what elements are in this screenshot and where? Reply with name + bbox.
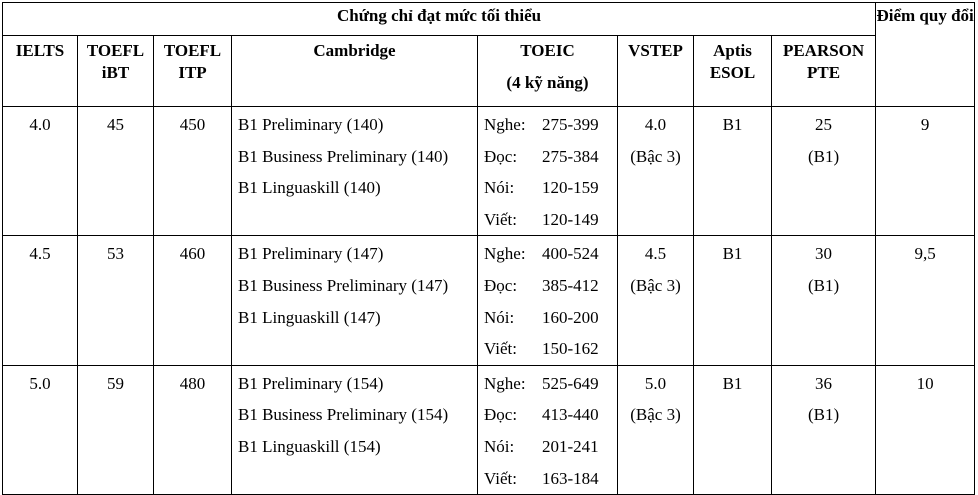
pearson-value: 25 [815,115,833,134]
header-toefl-itp: TOEFL ITP [154,36,232,107]
header-row-group [3,3,975,36]
cambridge-line: B1 Linguaskill (140) [238,178,381,198]
toeic-line [484,270,617,302]
toeic-line [484,368,617,400]
header-toefl-ibt: TOEFL iBT [78,36,154,107]
cambridge-line: B1 Preliminary (154) [238,373,384,393]
cell-ielts: 5.0 [3,365,78,494]
header-min-cert: Chứng chỉ đạt mức tối thiểu [3,3,876,36]
cell-score: 9 [876,107,975,236]
toeic-line [484,431,617,463]
toeic-skill: Nghe: [484,373,526,393]
cell-toefl-itp: 480 [154,365,232,494]
cambridge-line: B1 Linguaskill (154) [238,436,381,456]
toeic-range: 275-384 [542,146,599,166]
toeic-skill: Nói: [484,436,515,456]
toeic-skill: Nghe: [484,115,526,134]
table-row [3,236,975,365]
equivalency-table [2,2,975,495]
cambridge-line: B1 Business Preliminary (147) [238,275,449,295]
toeic-line [484,333,617,365]
toeic-skill: Nói: [484,307,515,327]
toeic-skill: Viết: [484,209,517,229]
toeic-line [484,238,617,270]
toeic-range: 201-241 [542,436,599,456]
cambridge-line: B1 Business Preliminary (154) [238,405,449,425]
toeic-skill: Nói: [484,178,515,198]
vstep-level: (Bậc 3) [630,146,681,166]
toeic-range: 150-162 [542,339,599,359]
cambridge-line: B1 Preliminary (140) [238,115,384,134]
header-aptis: Aptis ESOL [694,36,772,107]
cell-toefl-ibt: 45 [78,107,154,236]
cell-pearson [772,365,876,494]
cell-vstep [618,236,694,365]
toeic-range: 120-149 [542,209,599,229]
cell-aptis: B1 [694,107,772,236]
toeic-line [484,302,617,334]
header-ielts: IELTS [3,36,78,107]
toeic-line [484,141,617,173]
toeic-range: 385-412 [542,275,599,295]
toeic-line [484,399,617,431]
pearson-level: (B1) [807,275,840,295]
vstep-level: (Bậc 3) [630,275,681,295]
table-row [3,365,975,494]
cell-vstep [618,365,694,494]
toeic-range: 163-184 [542,468,599,488]
toeic-line [484,463,617,495]
cell-vstep [618,107,694,236]
toeic-range: 160-200 [542,307,599,327]
header-pearson: PEARSON PTE [772,36,876,107]
cell-toeic [478,107,618,236]
toeic-range: 413-440 [542,405,599,425]
header-converted-score: Điểm quy đổi [876,3,975,107]
vstep-value: 4.5 [644,244,667,264]
pearson-level: (B1) [807,146,840,166]
cell-cambridge [232,365,478,494]
header-cambridge: Cambridge [232,36,478,107]
cell-toeic [478,236,618,365]
cell-ielts: 4.0 [3,107,78,236]
cell-ielts: 4.5 [3,236,78,365]
toeic-range: 400-524 [542,244,599,264]
toeic-skill: Nghe: [484,244,526,264]
header-toeic-label: TOEIC [520,41,575,60]
cell-toefl-itp: 450 [154,107,232,236]
cell-toeic [478,365,618,494]
pearson-value: 30 [815,244,833,264]
toeic-line [484,172,617,204]
header-toeic [478,36,618,107]
toeic-skill: Đọc: [484,146,518,166]
header-toeic-sub: (4 kỹ năng) [506,73,589,92]
cell-cambridge [232,236,478,365]
toeic-range: 275-399 [542,115,599,134]
table-row [3,107,975,236]
cell-score: 10 [876,365,975,494]
cell-pearson [772,236,876,365]
toeic-line [484,204,617,236]
cell-toefl-itp: 460 [154,236,232,365]
pearson-value: 36 [815,373,833,393]
cell-toefl-ibt: 59 [78,365,154,494]
vstep-level: (Bậc 3) [630,405,681,425]
vstep-value: 5.0 [644,373,667,393]
toeic-line [484,109,617,141]
cell-aptis: B1 [694,236,772,365]
cell-cambridge [232,107,478,236]
header-row-columns [3,36,975,107]
toeic-skill: Đọc: [484,275,518,295]
vstep-value: 4.0 [644,115,667,134]
cell-toefl-ibt: 53 [78,236,154,365]
cell-pearson [772,107,876,236]
toeic-skill: Đọc: [484,405,518,425]
cambridge-line: B1 Preliminary (147) [238,244,384,264]
toeic-skill: Viết: [484,339,517,359]
toeic-range: 120-159 [542,178,599,198]
cell-score: 9,5 [876,236,975,365]
header-vstep: VSTEP [618,36,694,107]
toeic-range: 525-649 [542,373,599,393]
toeic-skill: Viết: [484,468,517,488]
pearson-level: (B1) [807,405,840,425]
cell-aptis: B1 [694,365,772,494]
cambridge-line: B1 Business Preliminary (140) [238,146,449,166]
cambridge-line: B1 Linguaskill (147) [238,307,381,327]
